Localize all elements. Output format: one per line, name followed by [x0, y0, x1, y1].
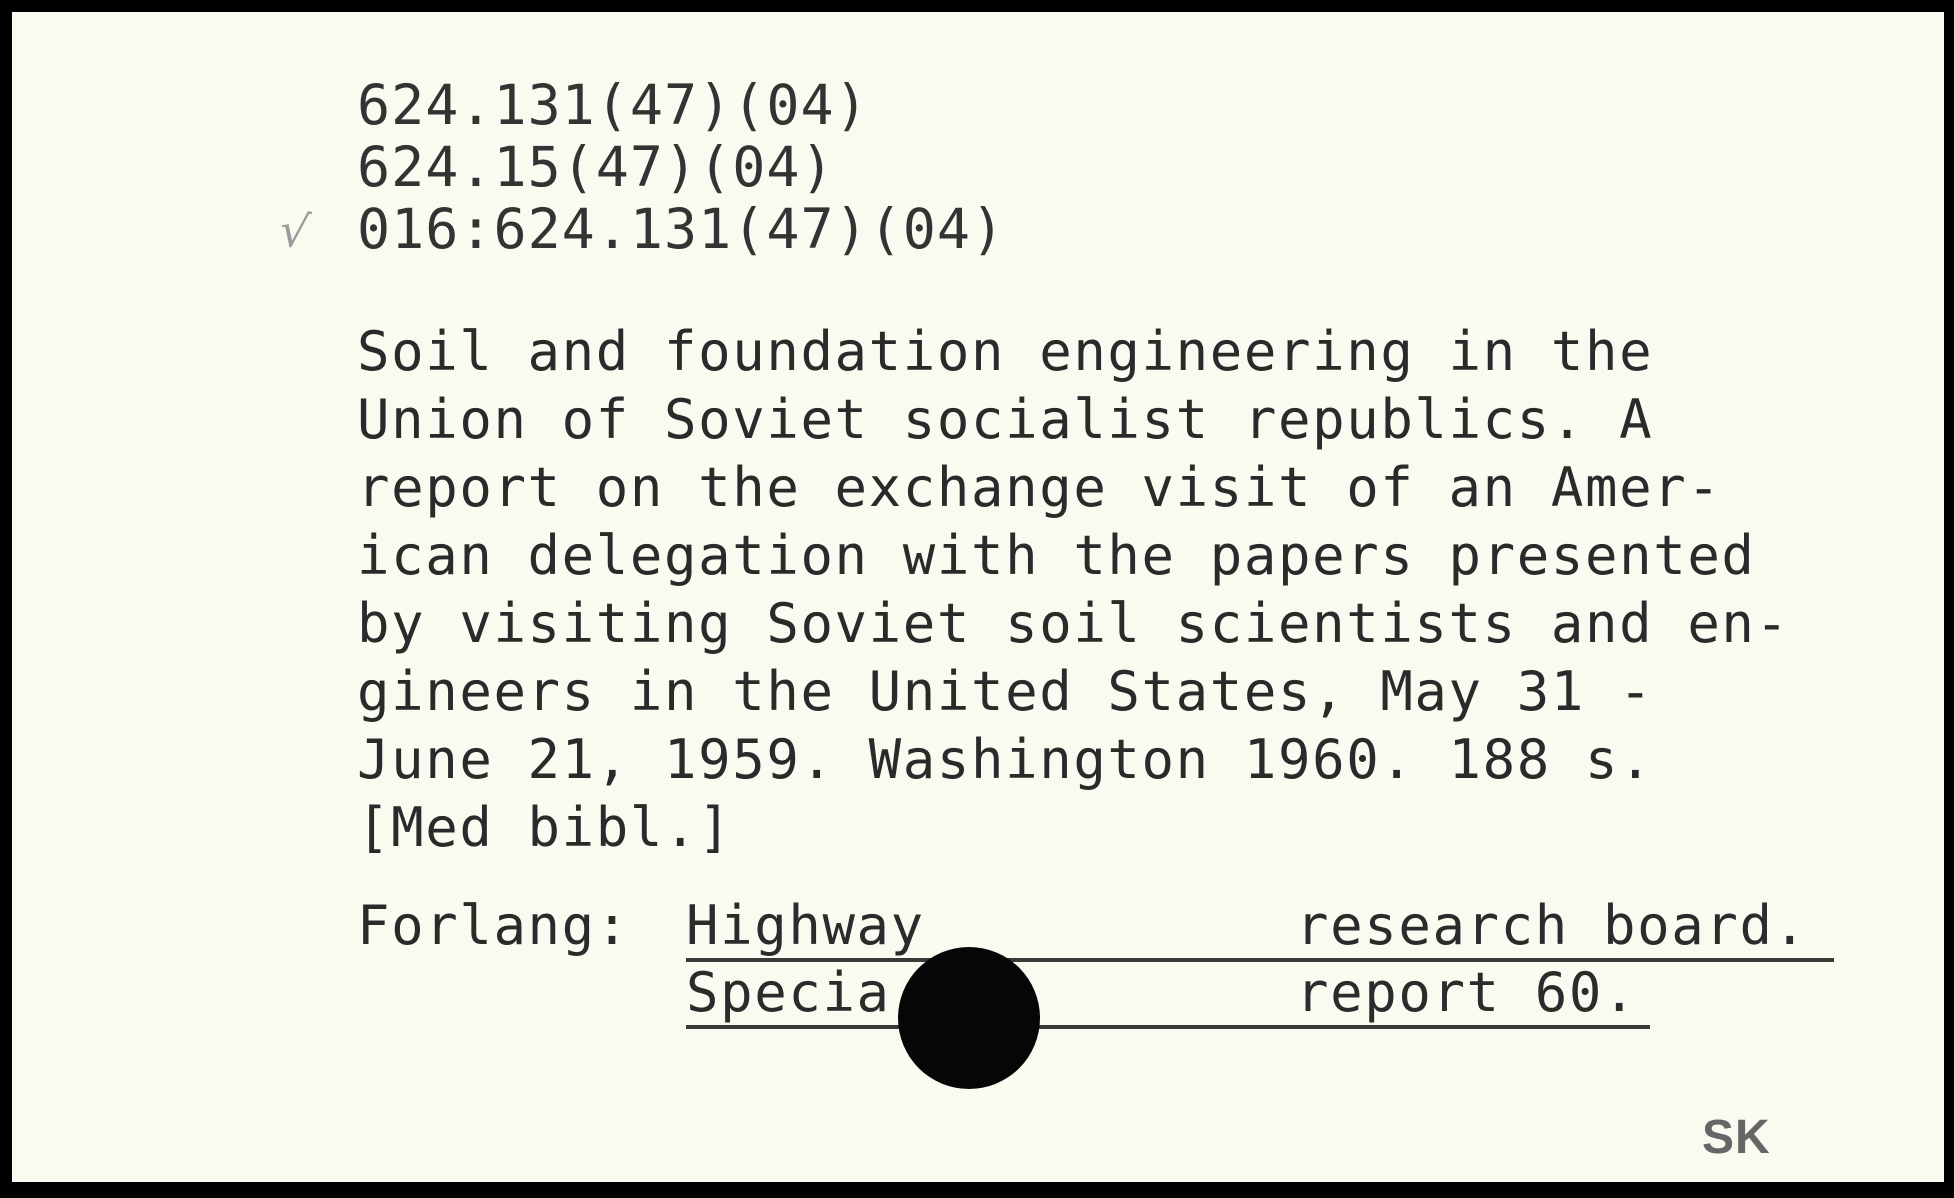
- series-line-1: [686, 892, 1834, 962]
- description-line: Union of Soviet socialist republics. A: [357, 388, 1654, 451]
- series-name-right: research board.: [1296, 894, 1808, 957]
- series-name-left: Highway: [686, 894, 925, 957]
- cataloger-initials: SK: [1702, 1111, 1771, 1164]
- classification-numbers: [357, 74, 1005, 260]
- description-line: gineers in the United States, May 31 -: [357, 660, 1654, 723]
- series-line-2: [686, 959, 1650, 1029]
- classification-number: 624.15(47)(04): [357, 135, 835, 199]
- classification-number: 016:624.131(47)(04): [357, 197, 1006, 261]
- publisher-label: Forlang:: [357, 894, 630, 957]
- description-line: [Med bibl.]: [357, 796, 733, 859]
- description-line: Soil and foundation engineering in the: [357, 320, 1654, 383]
- description-line: ican delegation with the papers presented: [357, 524, 1756, 587]
- bibliographic-description: [357, 318, 1790, 862]
- series-number-left: Specia: [686, 961, 891, 1024]
- classification-number: 624.131(47)(04): [357, 73, 869, 137]
- punch-hole: [898, 947, 1040, 1089]
- description-line: by visiting Soviet soil scientists and en-: [357, 592, 1790, 655]
- check-mark-icon: √: [276, 202, 313, 260]
- description-line: June 21, 1959. Washington 1960. 188 s.: [357, 728, 1654, 791]
- series-number-right: report 60.: [1296, 961, 1638, 1024]
- description-line: report on the exchange visit of an Amer-: [357, 456, 1722, 519]
- catalog-card: [12, 12, 1944, 1182]
